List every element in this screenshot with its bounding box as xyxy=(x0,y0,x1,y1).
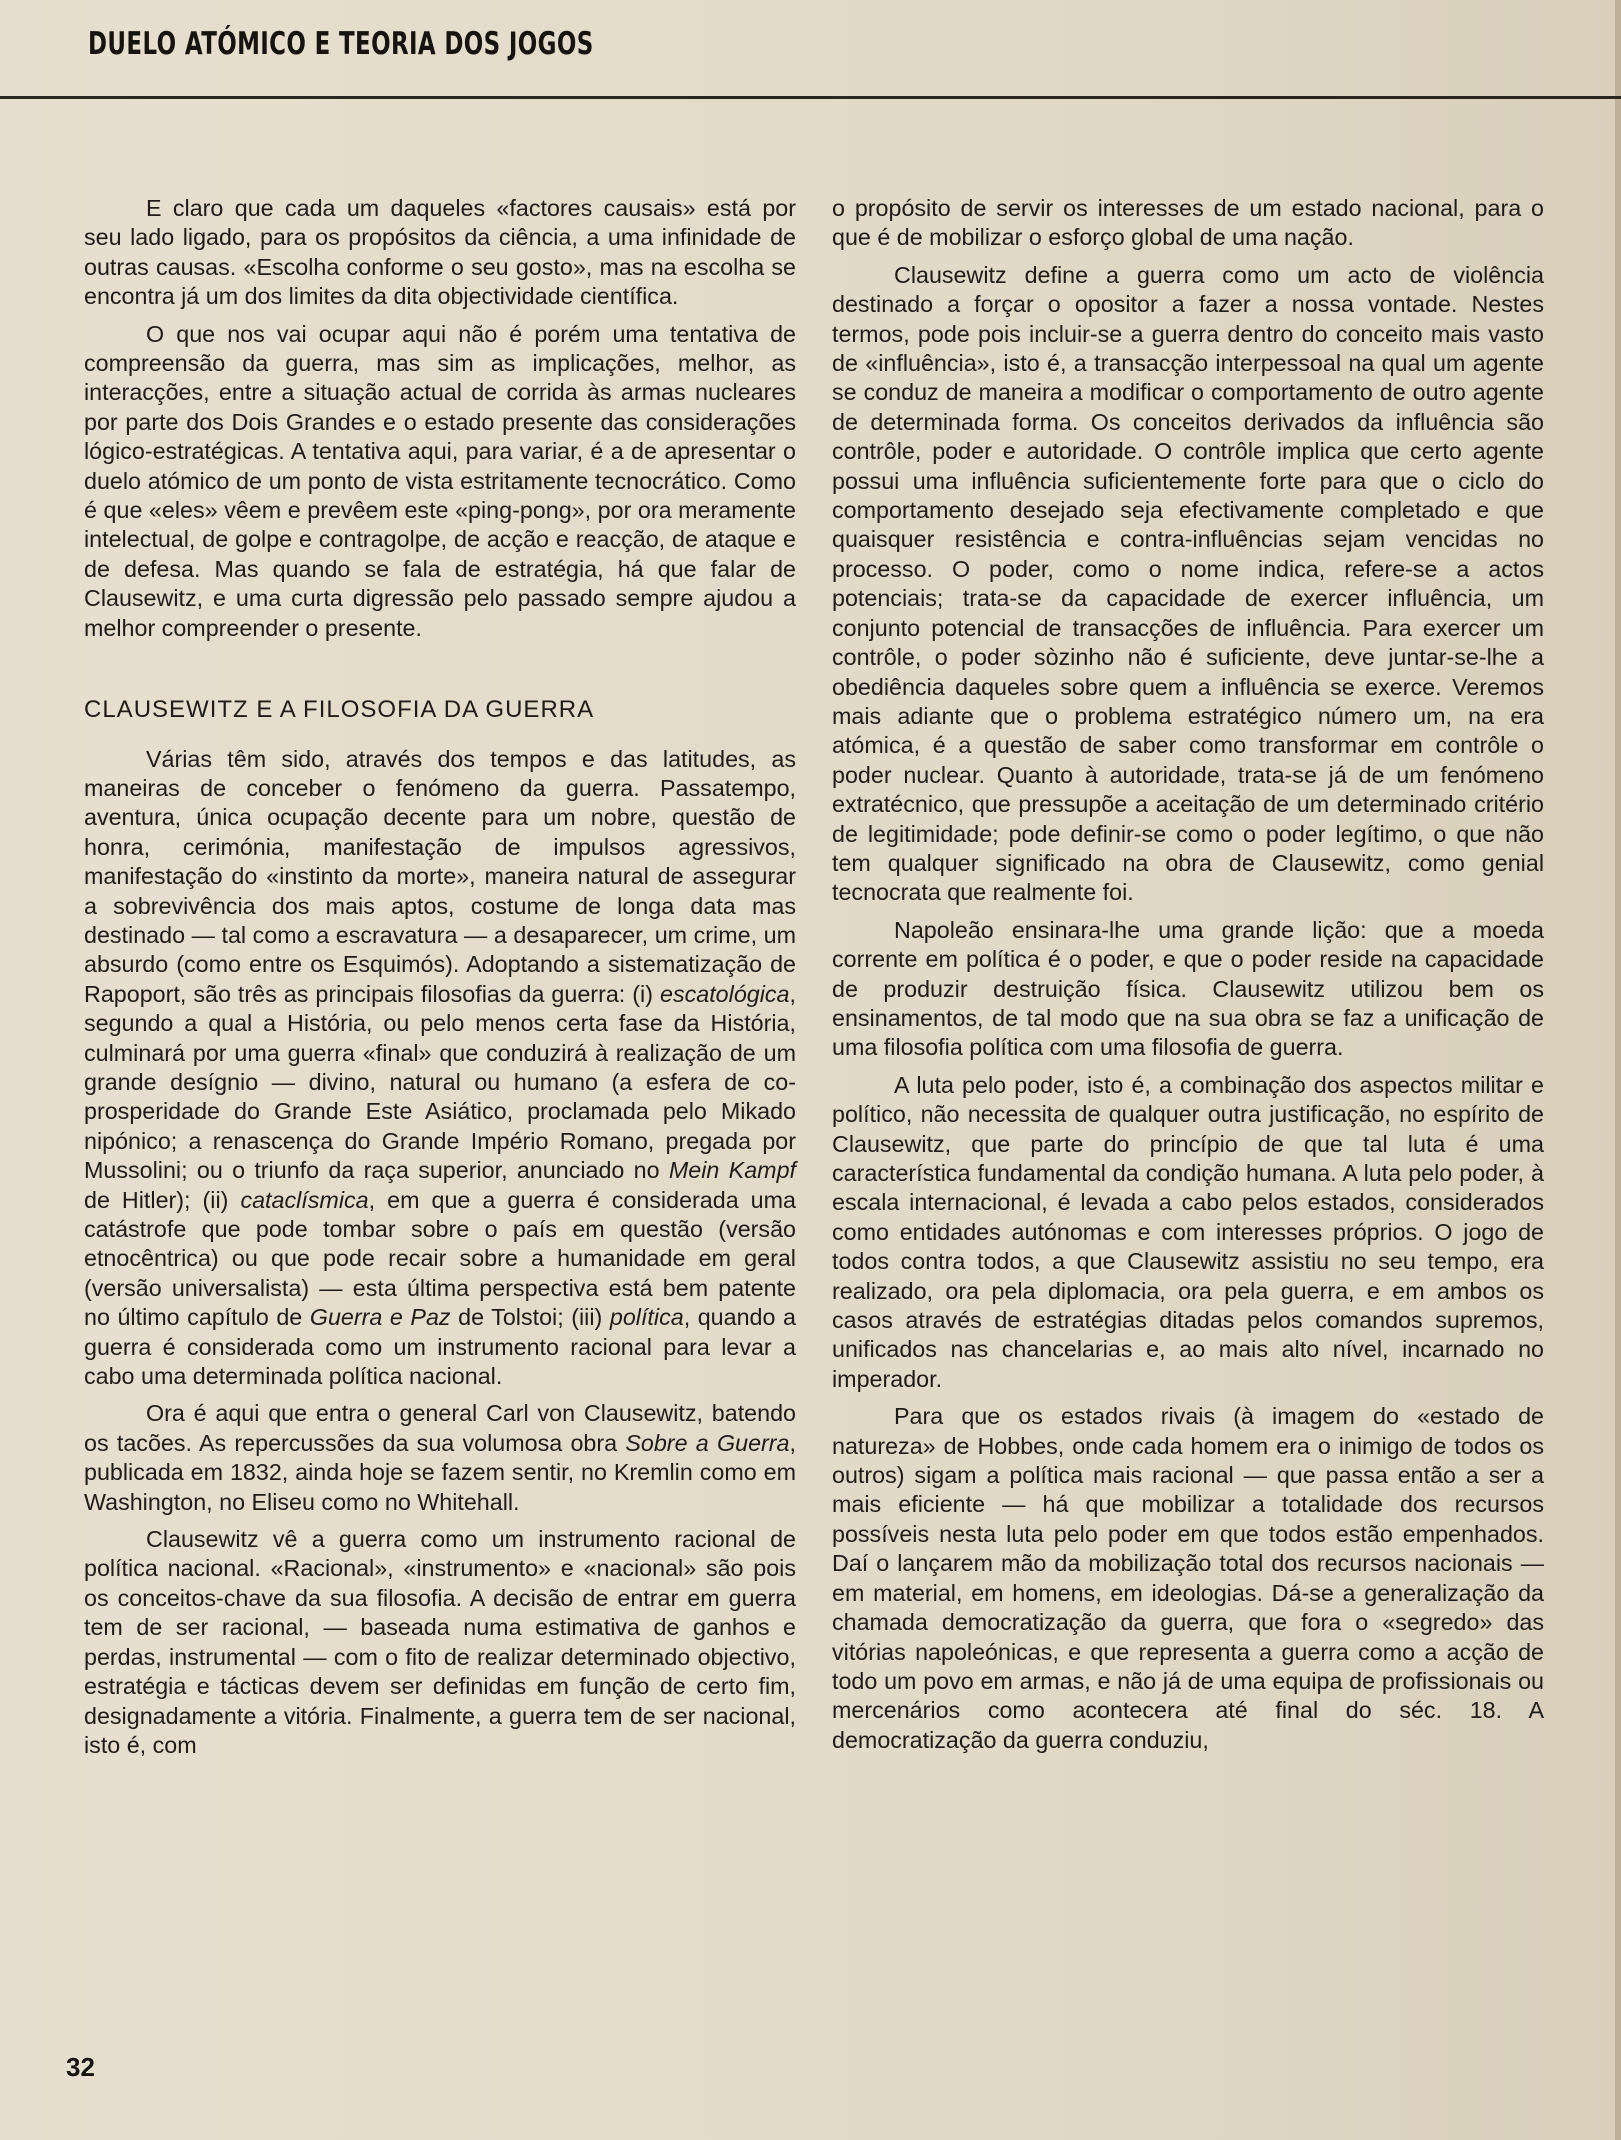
paragraph: o propósito de servir os interesses de um estado nacional, para o que é de mobilizar o esforço global de uma nação. xyxy=(832,195,1544,251)
running-head: DUELO ATÓMICO E TEORIA DOS JOGOS xyxy=(88,26,594,62)
paragraph: Clausewitz define a guerra como um acto de violência destinado a forçar o opositor a fazer a nossa vontade. Nestes termos, pode pois incluir-se a guerra dentro do conceito mais vasto de «influência», isto é, a transacção interpessoal na qual um agente se conduz de maneira a modificar o comportamento de outro agente de determinada forma. Os conceitos derivados da influência são contrôle, poder e autoridade. O contrôle implica que certo agente possui uma influência suficientemente forte para que o ciclo do comportamento desejado seja efectivamente completado e que quaisquer resistência e contra-influências sejam vencidas no processo. O poder, como o nome indica, refere-se a actos potenciais; trata-se da capacidade de exercer influência, um conjunto potencial de transacções de influência. Para exercer um contrôle, o poder sòzinho não é suficiente, deve juntar-se-lhe a obediência daqueles sobre quem a influência se exerce. Veremos mais adiante que o problema estratégico número um, na era atómica, é a questão de saber como transformar em contrôle o poder nuclear. Quanto à autoridade, trata-se já de um fenómeno extratécnico, que pressupõe a aceitação de um determinado critério de legitimidade; pode definir-se como o poder legítimo, o que não tem qualquer significado na obra de Clausewitz, como genial tecnocrata que realmente foi. xyxy=(832,261,1544,906)
right-column xyxy=(832,194,1544,1763)
header-rule xyxy=(0,96,1621,99)
page-edge xyxy=(1615,0,1621,2140)
left-column xyxy=(84,194,796,1768)
paragraph: A luta pelo poder, isto é, a combinação dos aspectos militar e político, não necessita de qualquer outra justificação, no espírito de Clausewitz, que parte do princípio de que tal luta é uma característica fundamental da condição humana. A luta pelo poder, à escala internacional, é levada a cabo pelos estados, considerados como entidades autónomas e com interesses próprios. O jogo de todos contra todos, a que Clausewitz assistiu no seu tempo, era realizado, ora pela diplomacia, ora pela guerra, e em ambos os casos através de estratégias ditadas pelos comandos supremos, unificados nas chancelarias e, ao mais alto nível, incarnado no imperador. xyxy=(832,1071,1544,1392)
italic-term: política xyxy=(609,1304,684,1331)
paragraph: Napoleão ensinara-lhe uma grande lição: que a moeda corrente em política é o poder, e que o poder reside na capacidade de produzir destruição física. Clausewitz utilizou bem os ensinamentos, de tal modo que na sua obra se faz a unificação de uma filosofia política com uma filosofia de guerra. xyxy=(832,916,1544,1061)
italic-term: cataclísmica xyxy=(240,1186,369,1213)
paragraph: O que nos vai ocupar aqui não é porém uma tentativa de compreensão da guerra, mas sim as implicações, melhor, as interacções, entre a situação actual de corrida às armas nucleares por parte dos Dois Grandes e o estado presente das considerações lógico-estratégicas. A tentativa aqui, para variar, é a de apresentar o duelo atómico de um ponto de vista estritamente tecnocrático. Como é que «eles» vêem e prevêem este «ping-pong», por ora meramente intelectual, de golpe e contragolpe, de acção e reacção, de ataque e de defesa. Mas quando se fala de estratégia, há que falar de Clausewitz, e uma curta digressão pelo passado sempre ajudou a melhor compreender o presente. xyxy=(84,320,796,641)
section-heading: CLAUSEWITZ E A FILOSOFIA DA GUERRA xyxy=(84,696,595,724)
paragraph: E claro que cada um daqueles «factores causais» está por seu lado ligado, para os propósitos da ciência, a uma infinidade de outras causas. «Escolha conforme o seu gosto», mas na escolha se encontra já um dos limites da dita objectividade científica. xyxy=(84,195,796,310)
book-title: Mein Kampf xyxy=(668,1157,796,1184)
paragraph: Para que os estados rivais (à imagem do «estado de natureza» de Hobbes, onde cada homem era o inimigo de todos os outros) sigam a política mais racional — que passa então a ser a mais eficiente — há que mobilizar a totalidade dos recursos possíveis nesta luta pelo poder em que todos estão empenhados. Daí o lançarem mão da mobilização total dos recursos nacionais — em material, em homens, em ideologias. Dá-se a generalização da chamada democratização da guerra, que fora o «segredo» das vitórias napoleónicas, e que representa a guerra como a acção de todo um povo em armas, e não já de uma equipa de profissionais ou mercenários como acontecera até final do séc. 18. A democratização da guerra conduziu, xyxy=(832,1403,1544,1753)
paragraph: Ora é aqui que entra o general Carl von Clausewitz, batendo os tacões. As repercussões da sua volumosa obra Sobre a Guerra, publicada em 1832, ainda hoje se fazem sentir, no Kremlin como em Washington, no Eliseu como no Whitehall. xyxy=(84,1400,796,1515)
paragraph: Clausewitz vê a guerra como um instrumento racional de política nacional. «Racional», «instrumento» e «nacional» são pois os conceitos-chave da sua filosofia. A decisão de entrar em guerra tem de ser racional, — baseada numa estimativa de ganhos e perdas, instrumental — com o fito de realizar determinado objectivo, estratégia e tácticas devem ser definidas em função de certo fim, designadamente a vitória. Finalmente, a guerra tem de ser nacional, isto é, com xyxy=(84,1526,796,1758)
book-title: Sobre a Guerra xyxy=(625,1429,790,1456)
paragraph: Várias têm sido, através dos tempos e das latitudes, as maneiras de conceber o fenómeno da guerra. Passatempo, aventura, única ocupação decente para um nobre, questão de honra, cerimónia, manifestação de impulsos agressivos, manifestação do «instinto da morte», maneira natural de assegurar a sobrevivência dos mais aptos, costume de longa data mas destinado — tal como a escravatura — a desaparecer, um crime, um absurdo (como entre os Esquimós). Adoptando a sistematização de Rapoport, são três as principais filosofias da guerra: (i) escatológica, segundo a qual a História, ou pelo menos certa fase da História, culminará por uma guerra «final» que conduzirá à realização de um grande desígnio — divino, natural ou humano (a esfera de co-prosperidade do Grande Este Asiático, proclamada pelo Mikado nipónico; a renascença do Grande Império Romano, pregada por Mussolini; ou o triunfo da raça superior, anunciado no Mein Kampf de Hitler); (ii) cataclísmica, em que a guerra é considerada uma catástrofe que pode tombar sobre o país em questão (versão etnocêntrica) ou que pode recair sobre a humanidade em geral (versão universalista) — esta última perspectiva está bem patente no último capítulo de Guerra e Paz de Tolstoi; (iii) política, quando a guerra é considerada como um instrumento racional para levar a cabo uma determinada política nacional. xyxy=(84,745,796,1390)
italic-term: escatológica xyxy=(660,980,790,1007)
book-title: Guerra e Paz xyxy=(309,1304,451,1331)
page-number: 32 xyxy=(66,2052,95,2082)
